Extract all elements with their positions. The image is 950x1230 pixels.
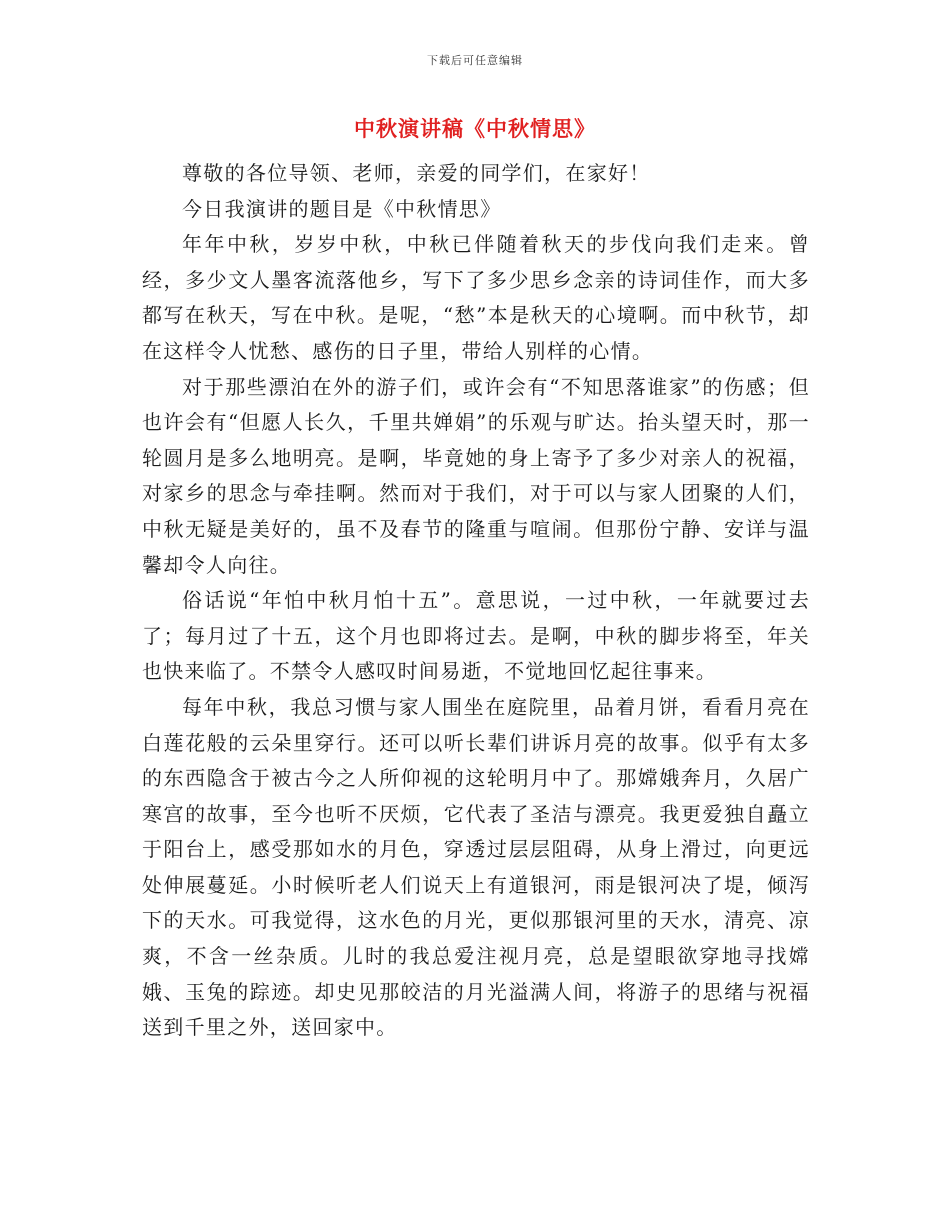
paragraph-greeting: 尊敬的各位导领、老师，亲爱的同学们，在家好！ xyxy=(182,161,651,185)
paragraph: 年年中秋，岁岁中秋，中秋已伴随着秋天的步伐向我们走来。曾经，多少文人墨客流落他乡，写下了多少思乡念亲的诗词佳作，而大多都写在秋天，写在中秋。是呢，“愁”本是秋天的心境啊。而中秋节，却在这样令人忧愁、感伤的日子里，带给人别样的心情。 xyxy=(142,232,810,363)
paragraph: 对于那些漂泊在外的游子们，或许会有“不知思落谁家”的伤感；但也许会有“但愿人长久，千里共婵娟”的乐观与旷达。抬头望天时，那一轮圆月是多么地明亮。是啊，毕竟她的身上寄予了多少对亲人的祝福，对家乡的思念与牵挂啊。然而对于我们，对于可以与家人团聚的人们，中秋无疑是美好的，虽不及春节的隆重与喧闹。但那份宁静、安详与温馨却令人向往。 xyxy=(142,374,810,577)
page-header-note: 下载后可任意编辑 xyxy=(427,54,523,67)
document-title: 中秋演讲稿《中秋情思》 xyxy=(354,117,596,141)
paragraph: 每年中秋，我总习惯与家人围坐在庭院里，品着月饼，看看月亮在白莲花般的云朵里穿行。还可以听长辈们讲诉月亮的故事。似乎有太多的东西隐含于被古今之人所仰视的这轮明月中了。那嫦娥奔月，久居广寒宫的故事，至今也听不厌烦，它代表了圣洁与漂亮。我更爱独自矗立于阳台上，感受那如水的月色，穿透过层层阻碍，从身上滑过，向更远处伸展蔓延。小时候听老人们说天上有道银河，雨是银河决了堤，倾泻下的天水。可我觉得，这水色的月光，更似那银河里的天水，清亮、凉爽，不含一丝杂质。儿时的我总爱注视月亮，总是望眼欲穿地寻找嫦娥、玉兔的踪迹。却史见那皎洁的月光溢满人间，将游子的思绪与祝福送到千里之外，送回家中。 xyxy=(142,694,810,1040)
document-body xyxy=(142,156,810,1046)
paragraph-topic: 今日我演讲的题目是《中秋情思》 xyxy=(182,196,502,221)
paragraph: 俗话说“年怕中秋月怕十五”。意思说，一过中秋，一年就要过去了；每月过了十五，这个月也即将过去。是啊，中秋的脚步将至，年关也快来临了。不禁令人感叹时间易逝，不觉地回忆起往事来。 xyxy=(142,588,810,684)
